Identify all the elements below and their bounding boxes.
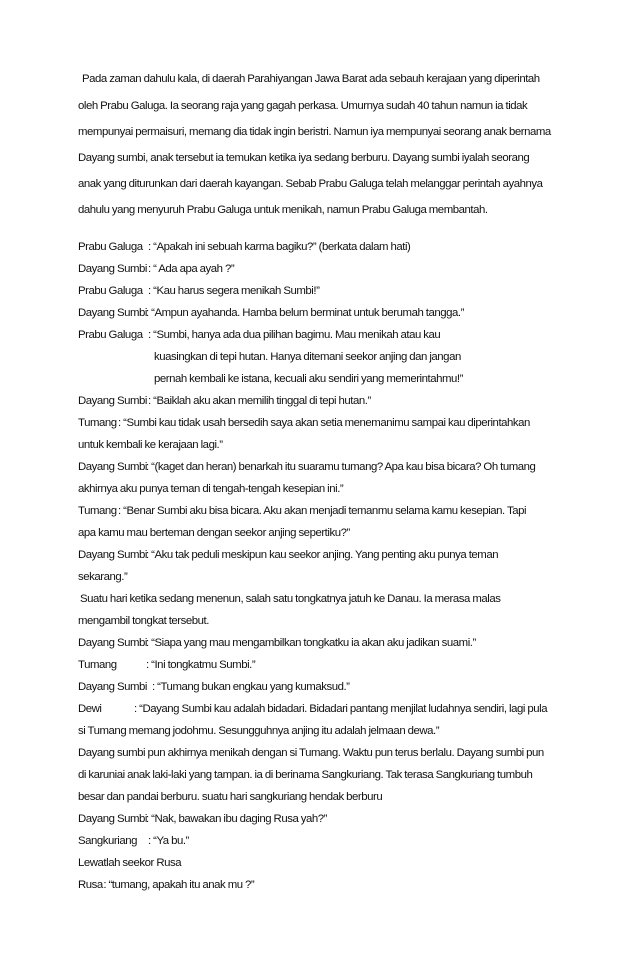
dialogue-text: : “Sumbi, hanya ada dua pilihan bagimu. Mau menikah atau kau bbox=[148, 329, 441, 341]
dialogue-text: : “ Ada apa ayah ?” bbox=[148, 263, 235, 275]
dialogue-line bbox=[78, 878, 254, 892]
speaker-name: Dayang Sumbi bbox=[78, 549, 148, 561]
dialogue-line bbox=[78, 460, 535, 474]
speaker-name: Dayang Sumbi bbox=[78, 461, 148, 473]
dialogue-text: : “Ini tongkatmu Sumbi.” bbox=[146, 659, 256, 671]
dialogue-line bbox=[78, 702, 547, 716]
dialogue-line bbox=[78, 812, 327, 826]
dialogue-line bbox=[78, 636, 476, 650]
speaker-name: Dayang Sumbi bbox=[78, 813, 148, 825]
dialogue-line bbox=[78, 658, 255, 672]
speaker-name: Sangkuriang bbox=[78, 835, 138, 847]
dialogue-continuation: kuasingkan di tepi hutan. Hanya ditemani seekor anjing dan jangan bbox=[154, 351, 461, 363]
paragraph-line: untuk kembali ke kerajaan lagi.” bbox=[78, 439, 223, 451]
dialogue-line bbox=[78, 328, 440, 342]
narration-line: mengambil tongkat tersebut. bbox=[78, 615, 209, 627]
narration-line: Suatu hari ketika sedang menenun, salah satu tongkatnya jatuh ke Danau. Ia merasa malas bbox=[80, 593, 501, 605]
dialogue-text: : “(kaget dan heran) benarkah itu suaramu tumang? Apa kau bisa bicara? Oh tumang bbox=[146, 461, 536, 473]
speaker-name: Prabu Galuga bbox=[78, 285, 143, 297]
speaker-name: Dayang Sumbi bbox=[78, 307, 148, 319]
dialogue-line bbox=[78, 394, 371, 408]
speaker-name: Prabu Galuga bbox=[78, 241, 143, 253]
speaker-name: Dayang Sumbi bbox=[78, 395, 148, 407]
paragraph-line: si Tumang memang jodohmu. Sesungguhnya anjing itu adalah jelmaan dewa.” bbox=[78, 725, 440, 737]
dialogue-line bbox=[78, 240, 410, 254]
dialogue-text: : “Tumang bukan engkau yang kumaksud.” bbox=[152, 681, 350, 693]
dialogue-line bbox=[78, 548, 498, 562]
dialogue-line bbox=[78, 284, 319, 298]
dialogue-text: : “Dayang Sumbi kau adalah bidadari. Bidadari pantang menjilat ludahnya sendiri, lagi pula bbox=[134, 703, 548, 715]
paragraph-line: anak yang diturunkan dari daerah kayangan. Sebab Prabu Galuga telah melanggar perintah ayahnya bbox=[78, 178, 543, 190]
dialogue-text: : “Aku tak peduli meskipun kau seekor anjing. Yang penting aku punya teman bbox=[146, 549, 499, 561]
speaker-name: Prabu Galuga bbox=[78, 329, 143, 341]
speaker-name: Tumang bbox=[78, 505, 117, 517]
dialogue-text: : “Ya bu.” bbox=[148, 835, 189, 847]
dialogue-continuation: pernah kembali ke istana, kecuali aku sendiri yang memerintahmu!” bbox=[154, 373, 463, 385]
paragraph-line: dahulu yang menyuruh Prabu Galuga untuk menikah, namun Prabu Galuga membantah. bbox=[78, 204, 488, 216]
dialogue-line bbox=[78, 834, 189, 848]
speaker-name: Dayang Sumbi bbox=[78, 681, 148, 693]
speaker-name: Dayang Sumbi bbox=[78, 263, 148, 275]
dialogue-text: : “Sumbi kau tidak usah bersedih saya akan setia menemanimu sampai kau diperintahkan bbox=[118, 417, 530, 429]
paragraph-line: akhirnya aku punya teman di tengah-tengah kesepian ini.” bbox=[78, 483, 344, 495]
speaker-name: Dewi bbox=[78, 703, 102, 715]
dialogue-text: : “Nak, bawakan ibu daging Rusa yah?” bbox=[146, 813, 328, 825]
dialogue-line bbox=[78, 416, 530, 430]
speaker-name: Rusa bbox=[78, 879, 103, 891]
dialogue-text: : “Baiklah aku akan memilih tinggal di tepi hutan.” bbox=[148, 395, 371, 407]
dialogue-line bbox=[78, 680, 350, 694]
paragraph-line: mempunyai permaisuri, memang dia tidak ingin beristri. Namun iya mempunyai seorang anak bernama bbox=[78, 126, 551, 138]
dialogue-text: : “Ampun ayahanda. Hamba belum berminat untuk berumah tangga.” bbox=[146, 307, 464, 319]
paragraph-line: Dayang sumbi, anak tersebut ia temukan ketika iya sedang berburu. Dayang sumbi iyalah seorang bbox=[78, 152, 530, 164]
narration-line: besar dan pandai berburu. suatu hari sangkuriang hendak berburu bbox=[78, 791, 383, 803]
dialogue-text: : “Benar Sumbi aku bisa bicara. Aku akan menjadi temanmu selama kamu kesepian. Tapi bbox=[118, 505, 527, 517]
speaker-name: Tumang bbox=[78, 659, 117, 671]
dialogue-text: : “Kau harus segera menikah Sumbi!” bbox=[148, 285, 320, 297]
paragraph-line: Pada zaman dahulu kala, di daerah Parahiyangan Jawa Barat ada sebauh kerajaan yang diperintah bbox=[82, 73, 540, 85]
dialogue-line bbox=[78, 306, 464, 320]
paragraph-line: apa kamu mau berteman dengan seekor anjing sepertiku?” bbox=[78, 527, 350, 539]
paragraph-line: oleh Prabu Galuga. Ia seorang raja yang gagah perkasa. Umurnya sudah 40 tahun namun ia tidak bbox=[78, 100, 528, 112]
dialogue-line bbox=[78, 262, 234, 276]
narration-line: di karuniai anak laki-laki yang tampan. ia di berinama Sangkuriang. Tak terasa Sangkuriang tumbuh bbox=[78, 769, 533, 781]
speaker-name: Dayang Sumbi bbox=[78, 637, 148, 649]
dialogue-text: : “Apakah ini sebuah karma bagiku?” (berkata dalam hati) bbox=[148, 241, 411, 253]
dialogue-text: : “Siapa yang mau mengambilkan tongkatku ia akan aku jadikan suami.” bbox=[146, 637, 476, 649]
dialogue-text: : “tumang, apakah itu anak mu ?” bbox=[103, 879, 255, 891]
narration-line: Lewatlah seekor Rusa bbox=[78, 857, 182, 869]
dialogue-line bbox=[78, 504, 526, 518]
narration-line: Dayang sumbi pun akhirnya menikah dengan si Tumang. Waktu pun terus berlalu. Dayang sumbi pun bbox=[78, 747, 544, 759]
speaker-name: Tumang bbox=[78, 417, 117, 429]
paragraph-line: sekarang.” bbox=[78, 571, 128, 583]
